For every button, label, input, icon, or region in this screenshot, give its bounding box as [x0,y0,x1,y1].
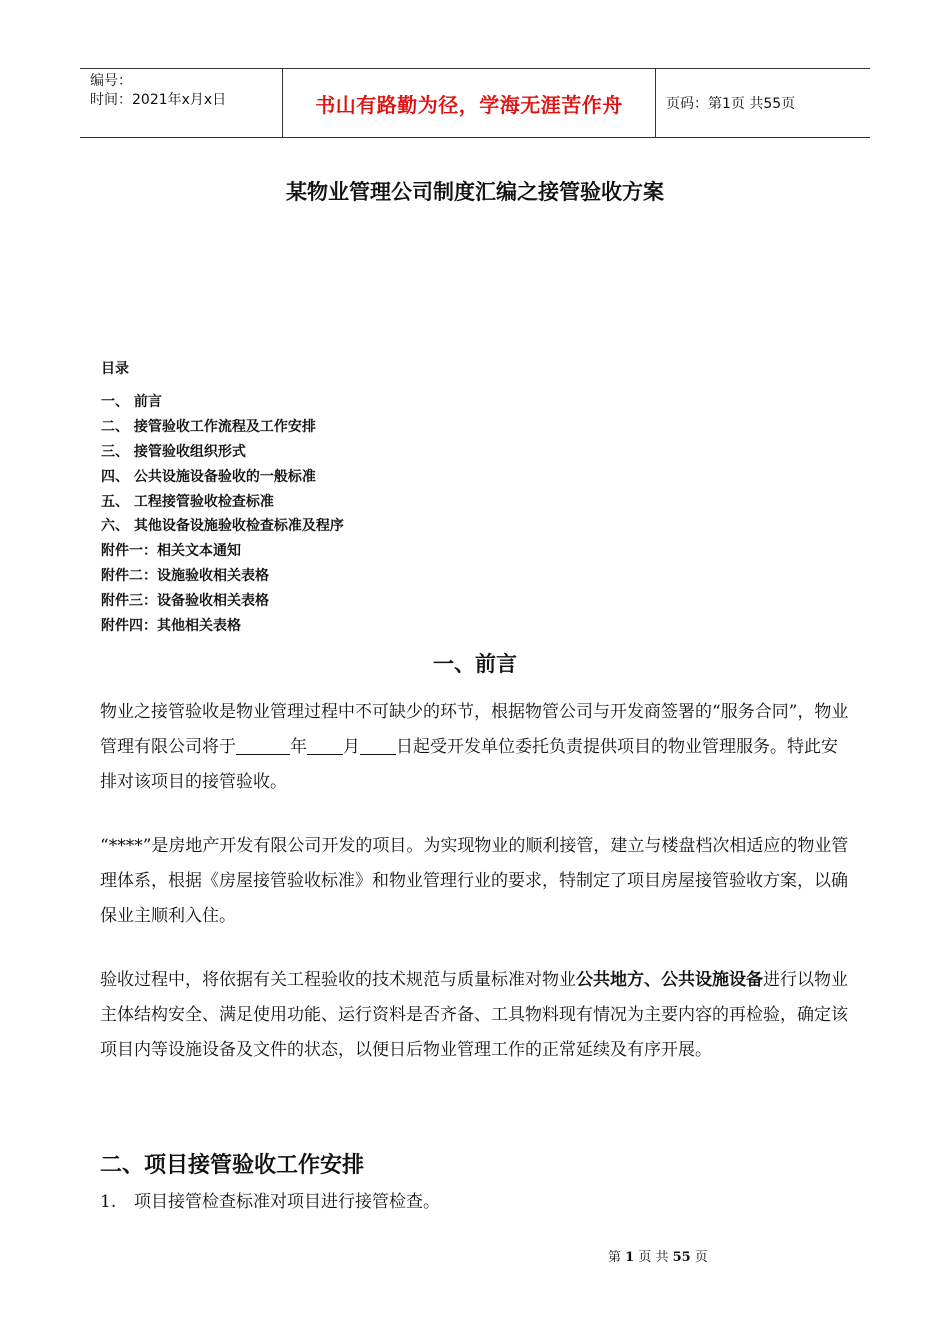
toc-item[interactable]: 附件三：设备验收相关表格 [101,593,269,610]
toc-item[interactable]: 二、 接管验收工作流程及工作安排 [101,418,316,435]
toc-item[interactable]: 三、 接管验收组织形式 [101,443,246,460]
document-title: 某物业管理公司制度汇编之接管验收方案 [286,180,664,204]
time-label: 时间：2021年x月x日 [90,92,227,108]
section-heading-arrangement: 二、项目接管验收工作安排 [100,1153,365,1178]
footer-ye2: 页 [694,1250,708,1265]
footer-total-pages: 55 [672,1250,691,1265]
year-blank [236,737,290,755]
toc-title: 目录 [101,361,129,377]
p3-text-a: 验收过程中，将依据有关工程验收的技术规范与质量标准对物业 [100,970,576,990]
section-heading-preface: 一、前言 [433,652,517,676]
header-meta [80,69,282,137]
footer-di: 第 [608,1250,622,1265]
footer-ye: 页 共 [638,1250,669,1265]
footer-page-number: 1 [625,1250,635,1265]
toc-item[interactable]: 六、 其他设备设施验收检查标准及程序 [101,518,344,535]
page-footer [608,1246,708,1265]
preface-paragraph-2: “****”是房地产开发有限公司开发的项目。为实现物业的顺利接管，建立与楼盘档次相适应的物业管理体系，根据《房屋接管验收标准》和物业管理行业的要求，特制定了项目房屋接管验收方案，以确保业主顺利入住。 [100,836,849,926]
day-blank [360,737,396,755]
p3-text-b: 进行以物业主体结构安全、满足使用功能、运行资料是否齐备、工具物料现有情况为主要内容的再检验，确定该项目内等设施设备及文件的状态，以便日后物业管理工作的正常延续及有序开展。 [100,970,848,1060]
serial-label: 编号： [90,73,132,89]
list-item [100,1187,440,1212]
p1-text-a: 物业之接管验收是物业管理过程中不可缺少的环节，根据物管公司与开发商签署的“服务合同”，物业管理有限公司将于 [100,702,849,757]
toc-item[interactable]: 四、 公共设施设备验收的一般标准 [101,468,316,485]
p1-year: 年 [290,737,307,757]
preface-paragraph-1 [100,695,852,800]
p3-bold-text: 公共地方、公共设施设备 [576,970,763,990]
toc-item[interactable]: 附件四：其他相关表格 [101,618,241,635]
toc-item[interactable]: 一、 前言 [101,394,162,410]
toc-item[interactable]: 五、 工程接管验收检查标准 [101,493,274,510]
table-of-contents [101,392,344,641]
toc-item[interactable]: 附件一：相关文本通知 [101,543,241,560]
month-blank [307,737,343,755]
toc-item[interactable]: 附件二：设施验收相关表格 [101,568,269,585]
preface-paragraph-3 [100,963,852,1068]
header-motto: 书山有路勤为径，学海无涯苦作舟 [282,69,656,137]
list-text: 项目接管检查标准对项目进行接管检查。 [134,1192,440,1212]
list-number: 1. [100,1192,117,1212]
p1-text-b: 日起受开发单位委托负责提供项目的物业管理服务。特此安排对该项目的接管验收。 [100,737,838,792]
p1-month: 月 [343,737,360,757]
header-page-label: 页码：第1页 共55页 [666,96,796,112]
page-header [80,68,870,138]
